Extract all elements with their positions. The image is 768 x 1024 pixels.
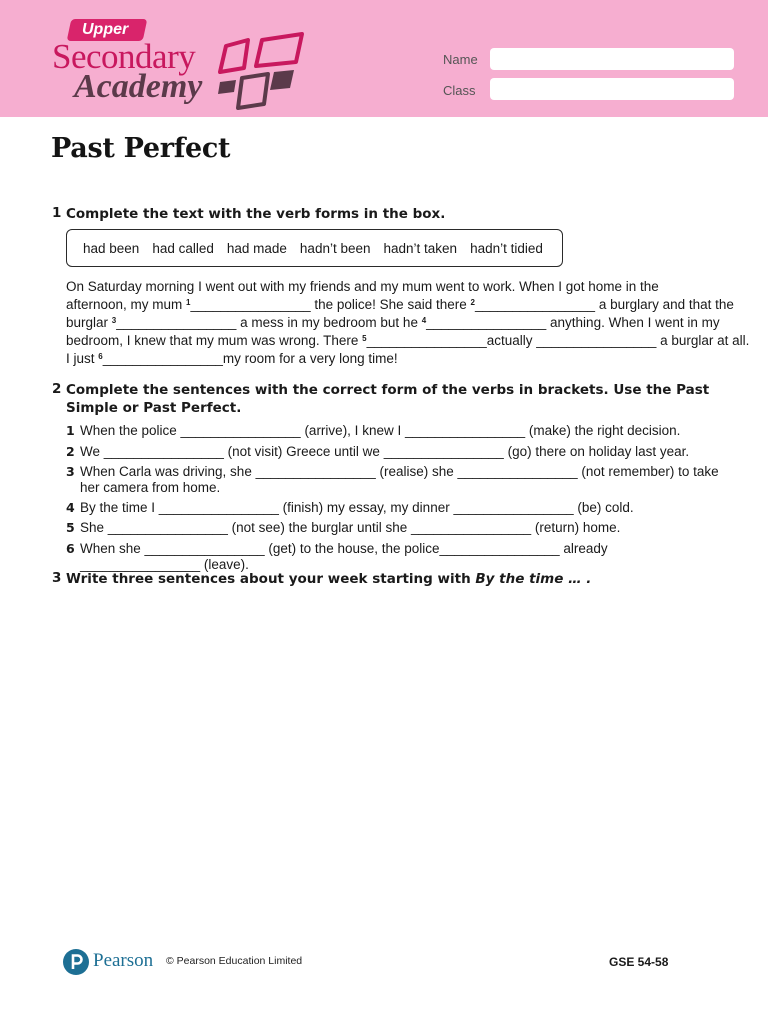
gap-number: 5 — [362, 334, 367, 343]
question-number: 2 — [52, 381, 62, 397]
copyright-notice: © Pearson Education Limited — [166, 955, 303, 967]
question-instruction: Complete the text with the verb forms in the box. — [66, 206, 446, 222]
question-instruction: Complete the sentences with the correct form of the verbs in brackets. Use the Past Simple or Past Perfect. — [66, 382, 710, 416]
sentence-item — [66, 541, 726, 573]
sentence-text: When the police ________________ (arrive), I knew I ________________ (make) the right decision. — [80, 423, 681, 438]
question-instruction: Write three sentences about your week starting with By the time … . — [66, 571, 592, 587]
sentence-text: When she ________________ (get) to the house, the police________________ already ________________ (leave). — [80, 541, 608, 572]
logo-shapes-icon — [210, 26, 306, 110]
logo-secondary-text: Secondary — [52, 37, 196, 76]
sentence-number: 6 — [66, 541, 75, 556]
word-box-item: had called — [152, 240, 214, 256]
sentence-text: We ________________ (not visit) Greece until we ________________ (go) there on holiday last year. — [80, 444, 690, 459]
gap-number: 1 — [186, 298, 191, 307]
word-box — [66, 229, 563, 267]
sentence-item — [66, 444, 726, 460]
sentence-item — [66, 464, 726, 496]
gap-number: 3 — [111, 316, 117, 325]
passage-line: burglar $^3$________________ a mess in my bedroom but he $^4$________________ anything. When I went in my — [66, 315, 720, 330]
gap-fill-passage — [66, 278, 750, 368]
word-box-item: hadn’t been — [299, 240, 371, 256]
class-field[interactable] — [490, 78, 734, 100]
name-label: Name — [443, 52, 478, 67]
passage-line: afternoon, my mum $^1$________________ the police! She said there $^2$________________ a burglary and that the — [66, 297, 734, 312]
gap-number: 2 — [470, 298, 475, 307]
gse-range: GSE 54-58 — [609, 955, 669, 969]
logo-academy-text: Academy — [74, 68, 203, 105]
sentence-number: 2 — [66, 444, 75, 459]
class-label: Class — [443, 83, 476, 98]
sentence-item — [66, 423, 726, 439]
sentence-number: 1 — [66, 423, 75, 438]
sentence-item — [66, 500, 726, 516]
word-box-item: had been — [83, 240, 140, 256]
pearson-logo-icon — [62, 948, 90, 976]
sentence-text: She ________________ (not see) the burglar until she ________________ (return) home. — [80, 520, 621, 535]
gap-number: 4 — [421, 316, 427, 325]
sentence-number: 3 — [66, 464, 75, 479]
sentence-text: By the time I ________________ (finish) my essay, my dinner ________________ (be) cold. — [80, 500, 634, 515]
question-number: 3 — [52, 570, 62, 586]
sentence-text: When Carla was driving, she ________________ (realise) she ________________ (not remember) to take her camera from home. — [80, 464, 719, 495]
name-field[interactable] — [490, 48, 734, 70]
logo-upper-text: Upper — [82, 21, 129, 38]
passage-line: I just $^6$________________my room for a very long time! — [66, 351, 398, 366]
header-bar — [0, 0, 768, 117]
passage-line: On Saturday morning I went out with my friends and my mum went to work. When I got home in the — [66, 279, 659, 294]
instruction-emphasis: By the time … . — [475, 571, 592, 587]
sentence-item — [66, 520, 726, 536]
question-number: 1 — [52, 205, 62, 221]
passage-line: bedroom, I knew that my mum was wrong. There $^5$________________actually ________________ a burglar at all. — [66, 333, 750, 348]
gap-number: 6 — [98, 352, 103, 361]
sentence-number: 4 — [66, 500, 75, 515]
pearson-wordmark: Pearson — [93, 950, 154, 971]
word-box-item: had made — [226, 240, 287, 256]
word-box-item: hadn’t taken — [383, 240, 458, 256]
sentence-number: 5 — [66, 520, 75, 535]
word-box-item: hadn’t tidied — [470, 240, 543, 256]
page-title: Past Perfect — [51, 133, 231, 164]
